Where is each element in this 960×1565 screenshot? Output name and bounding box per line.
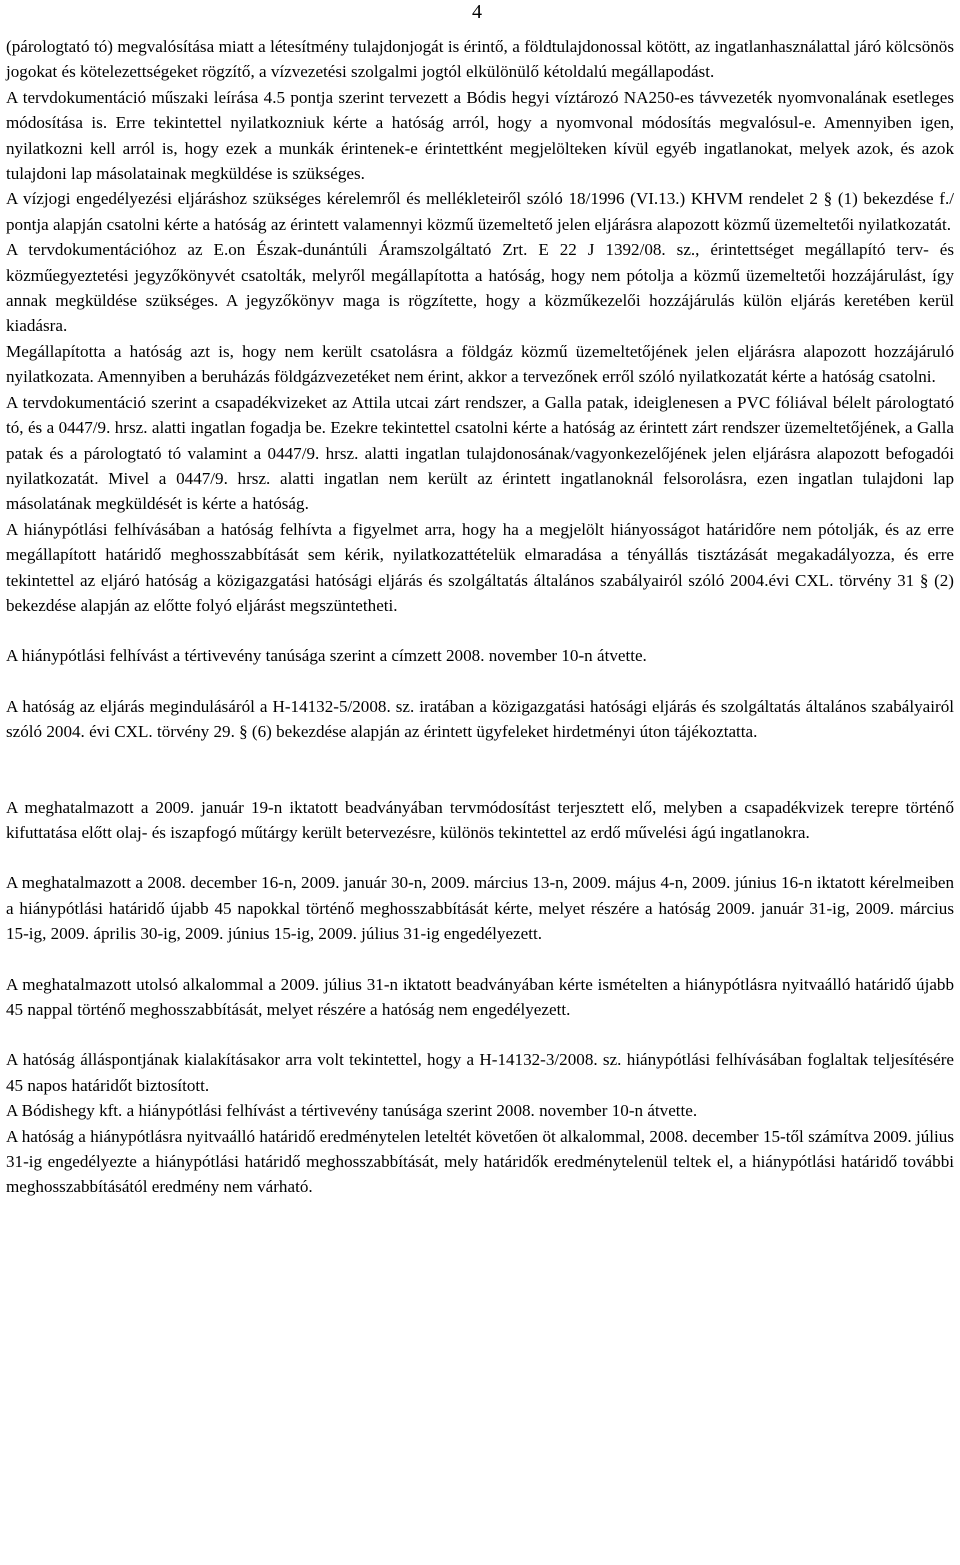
paragraph-extension-requests: A meghatalmazott a 2008. december 16-n, 2009. január 30-n, 2009. március 13-n, 2009. május 4-n, 2009. június 16-n iktatott kérelmeiben a hiánypótlási határidő újabb 45 napokkal történő meghosszabbítását kérte, melyet részére a hatóság 2009. január 31-ig, 2009. március 15-ig, 2009. április 30-ig, 2009. június 15-ig, 2009. július 31-ig engedélyezett. bbox=[6, 873, 954, 944]
paragraph-agreement: (párologtató tó) megvalósítása miatt a létesítmény tulajdonjogát is érintő, a földtulajdonossal kötött, az ingatlanhasználattal járó kölcsönös jogokat és kötelezettségeket rögzítő, a vízvezetési szolgalmi jogtól elkülönülő kétoldalú megállapodást. bbox=[6, 37, 954, 82]
paragraph-gas-utility: Megállapította a hatóság azt is, hogy nem került csatolásra a földgáz közmű üzemeltetőjének jelen eljárásra alapozott hozzájáruló nyilatkozata. Amennyiben a beruházás földgázvezetéket nem érint, akkor a tervezőnek erről szóló nyilatkozatát kérte a hatóság csatolni. bbox=[6, 341, 954, 387]
paragraph-public-notice: A hatóság az eljárás megindulásáról a H-14132-5/2008. sz. iratában a közigazgatási hatósági eljárás és szolgáltatás általános szabályairól szóló 2004. évi CXL. törvény 29. § (6) bekezdése alapján az érintett ügyfeleket hirdetményi úton tájékoztatta. bbox=[6, 696, 954, 742]
page-number: 4 bbox=[472, 1, 482, 23]
paragraph-utility-statements: A vízjogi engedélyezési eljáráshoz szükséges kérelemről és mellékleteiről szóló 18/1996 (VI.13.) KHVM rendelet 2 § (1) bekezdése f./ pontja alapján csatolni kérte a hatóság az érintett valamennyi közmű üzemeltető jelen eljárásra alapozott közmű üzemeltetői nyilatkozatát. bbox=[6, 189, 954, 234]
paragraph-last-request: A meghatalmazott utolsó alkalommal a 2009. július 31-n iktatott beadványában kérte ismételten a hiánypótlásra nyitvaálló határidő újabb 45 nappal történő meghosszabbítását, melyet részére a hatóság nem engedélyezett. bbox=[6, 974, 954, 1019]
paragraph-conclusion: A hatóság a hiánypótlásra nyitvaálló határidő eredménytelen leteltét követően öt alkalommal, 2008. december 15-től számítva 2009. július 31-ig engedélyezte a hiánypótlási határidő meghosszabbítását, mely határidők eredménytelenül teltek el, a hiánypótlási határidő további meghosszabbításától eredmény nem várható. bbox=[6, 1126, 954, 1197]
paragraph-plan-modification: A meghatalmazott a 2009. január 19-n iktatott beadványában tervmódosítást terjesztett elő, melyben a csapadékvizek terepre történő kifuttatása előtt olaj- és iszapfogó műtárgy került betervezésre, különös tekintettel az erdő művelési ágú ingatlanokra. bbox=[6, 797, 954, 842]
paragraph-pipeline-route: A tervdokumentáció műszaki leírása 4.5 pontja szerint tervezett a Bódis hegyi víztározó NA250-es távvezeték nyomvonalának esetleges módosítása is. Erre tekintettel nyilatkozniuk kérte a hatóság arról, hogy a nyomvonal módosítás megvalósul-e. Amennyiben igen, nyilatkozni kell arról is, hogy ezek a munkák érintenek-e érintettként megjelölteken kívül egyéb ingatlanokat, melyek azok, és azok tulajdoni lap másolatainak megküldése is szükséges. bbox=[6, 87, 954, 184]
paragraph-bodishegy-received: A Bódishegy kft. a hiánypótlási felhívást a tértivevény tanúsága szerint 2008. november 10-n átvette. bbox=[6, 1101, 698, 1121]
paragraph-deficiency-warning: A hiánypótlási felhívásában a hatóság felhívta a figyelmet arra, hogy ha a megjelölt hiányosságot határidőre nem pótolják, és az erre megállapított határidő meghosszabbítását sem kérik, nyilatkozattételük elmaradása a tényállás tisztázását megakadályozza, és erre tekintettel az eljáró hatóság a közigazgatási hatósági eljárás és szolgáltatás általános szabályairól szóló 2004.évi CXL. törvény 31 § (2) bekezdése alapján az előtte folyó eljárást megszüntetheti. bbox=[6, 519, 954, 615]
paragraph-authority-position: A hatóság álláspontjának kialakításakor arra volt tekintettel, hogy a H-14132-3/2008. sz. hiánypótlási felhívásában foglaltak teljesítésére 45 napos határidőt biztosított. bbox=[6, 1050, 954, 1095]
paragraph-rainwater: A tervdokumentáció szerint a csapadékvizeket az Attila utcai zárt rendszer, a Galla patak, ideiglenesen a PVC fóliával bélelt párologtató tó, és a 0447/9. hrsz. alatti ingatlan fogadja be. Ezekre tekintettel csatolni kérte a hatóság az érintett zárt rendszer üzemeltetőjének, a Galla patak és a párologtató tó valamint a 0447/9. hrsz. alatti ingatlan tulajdonosának/vagyonkezelőjének jelen eljárásra alapozott befogadói nyilatkozatát. Mivel a 0447/9. hrsz. alatti ingatlan nem került az érintett ingatlanoknál felsorolásra, ezen ingatlan tulajdoni lap másolatának megküldését is kérte a hatóság. bbox=[6, 392, 954, 514]
paragraph-notice-received: A hiánypótlási felhívást a tértivevény tanúsága szerint a címzett 2008. november 10-n átvette. bbox=[6, 646, 647, 666]
paragraph-eon-protocol: A tervdokumentációhoz az E.on Észak-dunántúli Áramszolgáltató Zrt. E 22 J 1392/08. sz., érintettséget megállapító terv- és közműegyeztetési jegyzőkönyvét csatolták, melyről megállapította a hatóság, hogy nem pótolja a közmű üzemeltetői hozzájárulást, így annak megküldése szükséges. A jegyzőkönyv maga is rögzítette, hogy a közműkezelői hozzájárulás külön eljárás keretében kerül kiadásra. bbox=[6, 240, 954, 336]
